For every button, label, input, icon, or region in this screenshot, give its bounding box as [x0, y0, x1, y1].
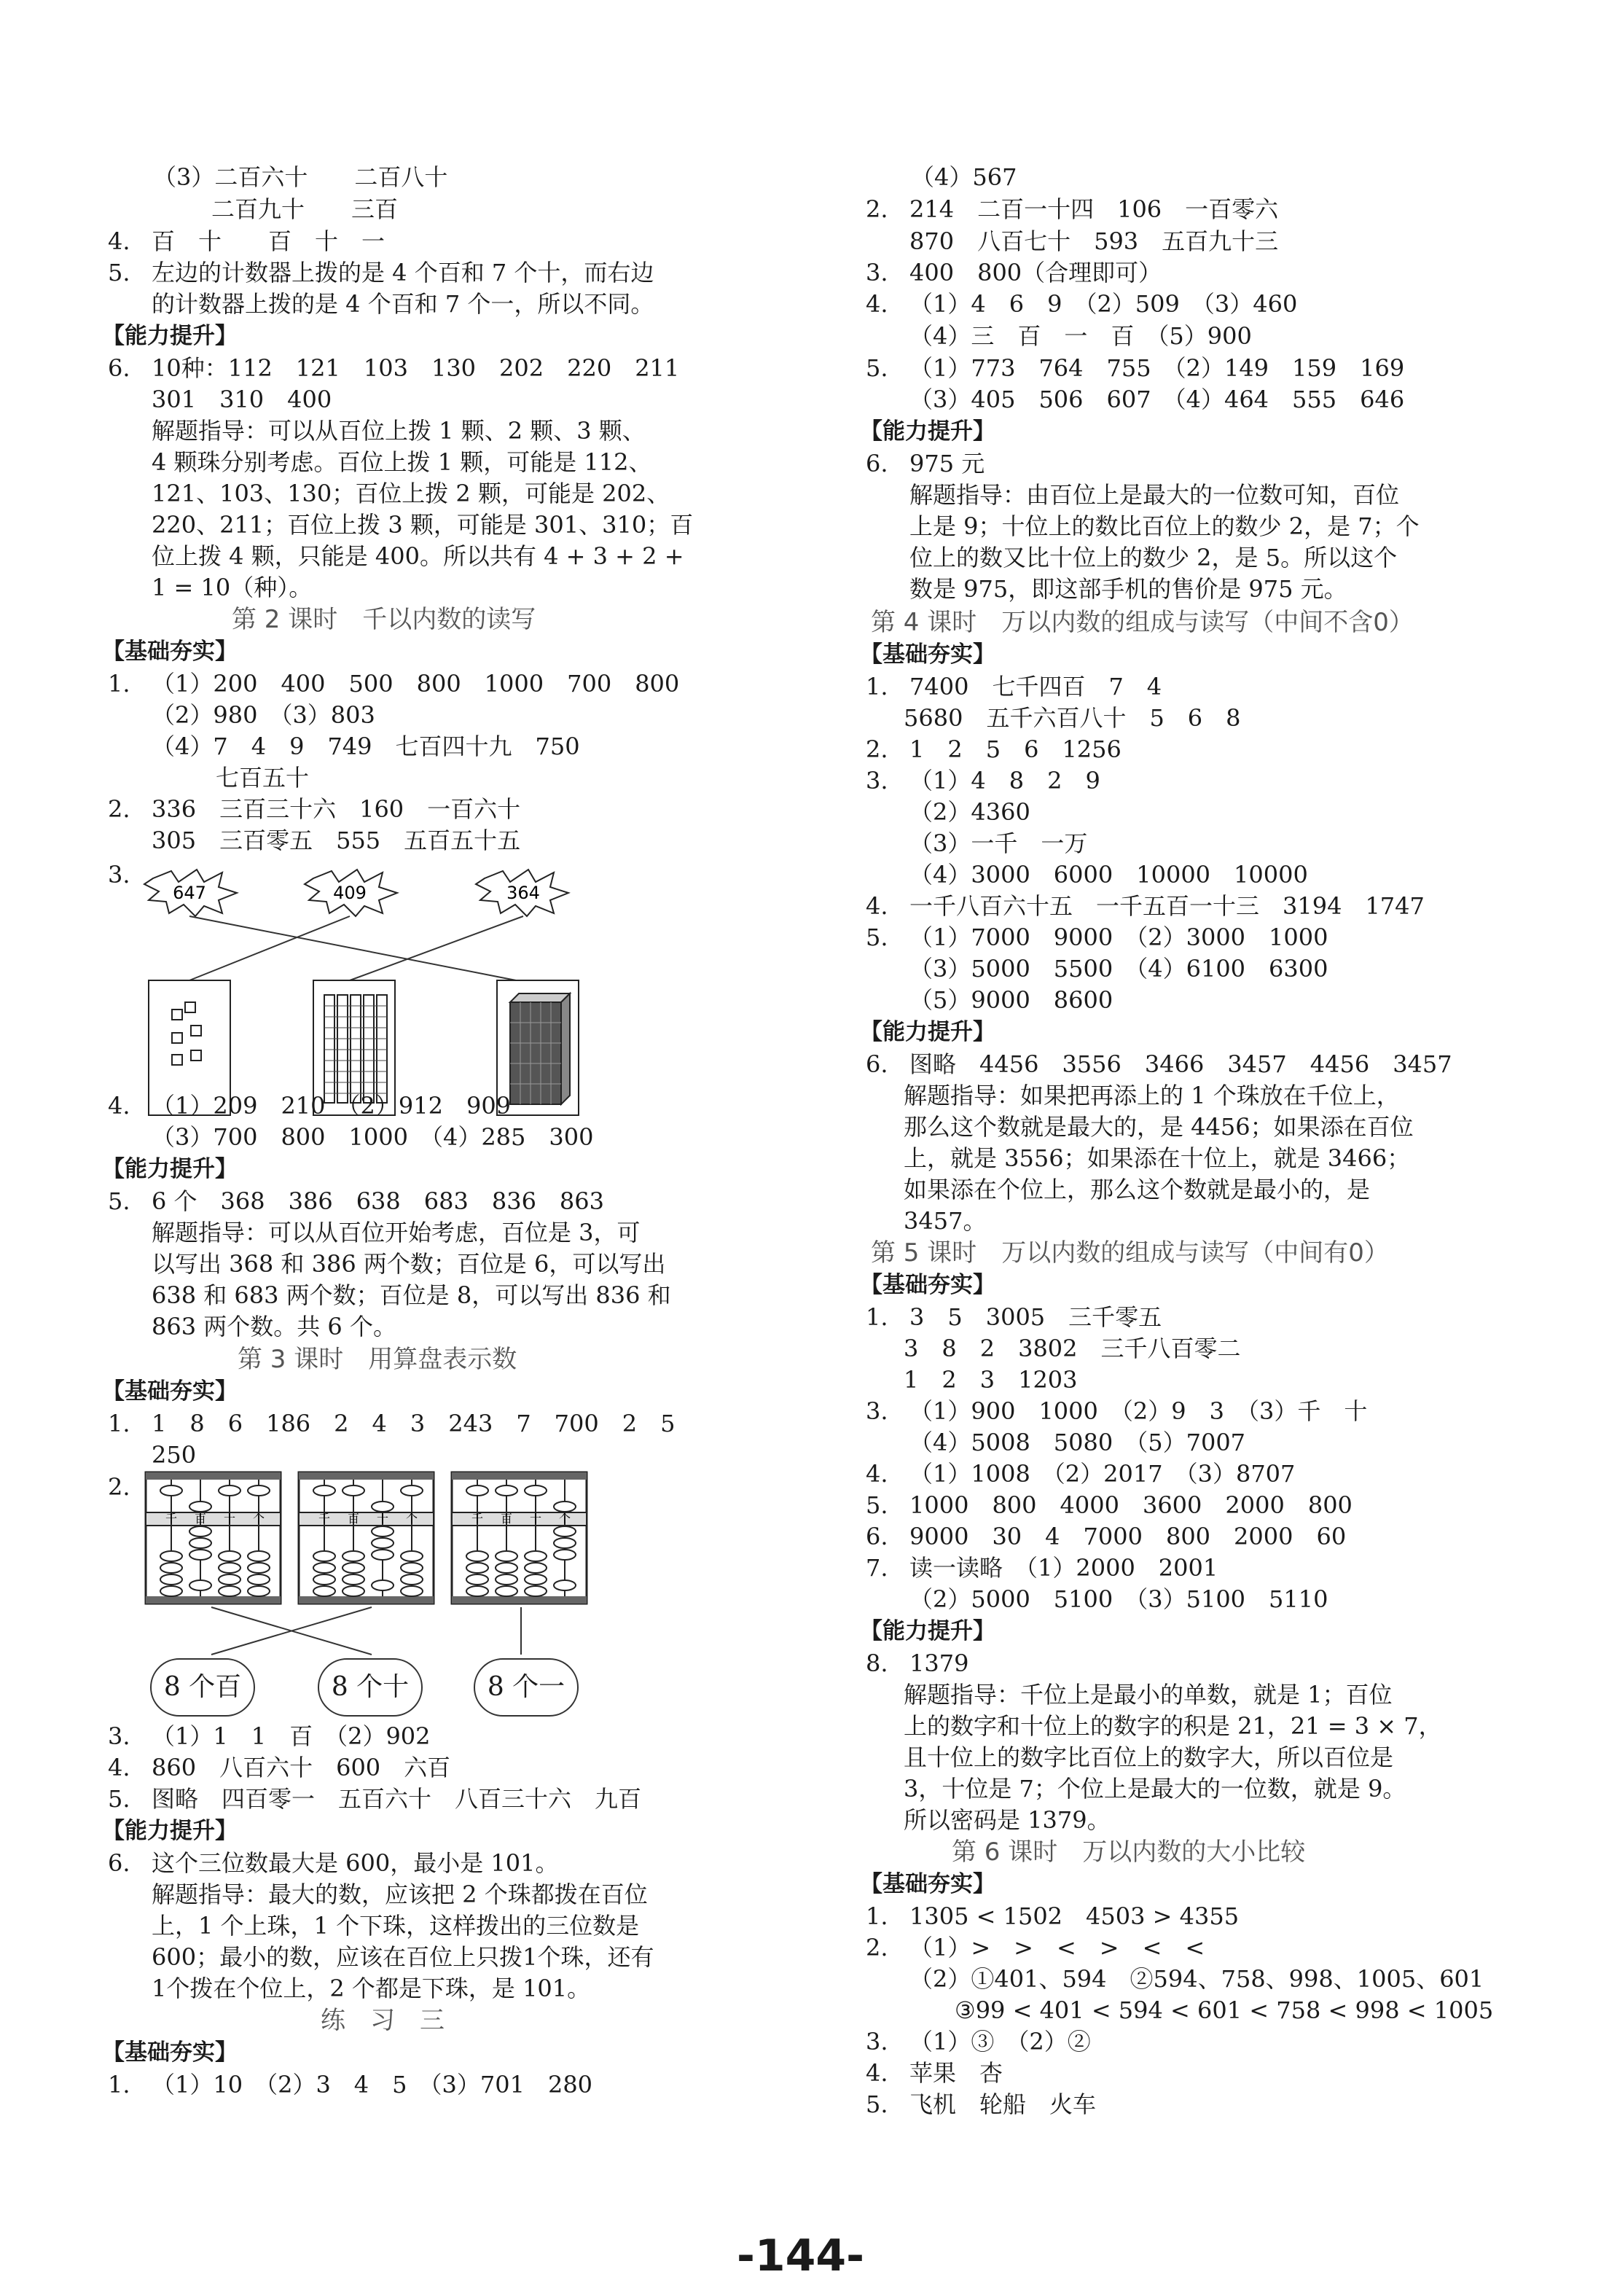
item-number: 4. — [866, 2059, 888, 2087]
text-line: （4）567 — [911, 163, 1017, 191]
text-line — [108, 227, 385, 256]
answer-text: 9000 30 4 7000 800 2000 60 — [909, 1523, 1347, 1550]
text-line — [866, 449, 985, 478]
text-line — [108, 794, 520, 824]
answer-text: （1）773 764 755 （2）149 159 169 — [909, 354, 1405, 382]
item-number: 5. — [866, 2090, 888, 2118]
text-line: 二百九十 三百 — [211, 195, 399, 223]
text-line — [866, 195, 1278, 224]
text-line — [108, 258, 654, 287]
text-line: 3，十位是 7；个位上是最大的一位数，就是 9。 — [904, 1775, 1406, 1803]
text-line: 解题指导：最大的数，应该把 2 个珠都拨在百位 — [152, 1881, 648, 1908]
item-number: 3. — [866, 1397, 888, 1425]
text-line — [108, 2070, 592, 2099]
text-line — [108, 669, 679, 698]
text-line — [866, 923, 1328, 952]
text-line — [866, 766, 1100, 795]
answer-text: （1）209 210 （2）912 909 — [152, 1092, 512, 1120]
answer-text: （1）1 1 百 （2）902 — [152, 1722, 431, 1750]
text-line — [108, 354, 679, 383]
section-heading: 【能力提升】 — [102, 1156, 238, 1182]
item-number: 4. — [108, 1092, 130, 1120]
abacus-label: 个 — [558, 1512, 571, 1526]
abacus-label: 百 — [347, 1512, 360, 1526]
item-number: 6. — [108, 1849, 130, 1877]
text-line: 1个拨在个位上，2 个都是下珠，是 101。 — [152, 1975, 591, 2002]
abacus-label: 千 — [318, 1512, 331, 1526]
item-number: 4. — [108, 1754, 130, 1781]
abacus-label: 十 — [223, 1512, 236, 1526]
item-number: 3. — [108, 1722, 130, 1750]
answer-text: 左边的计数器上拨的是 4 个百和 7 个十，而右边 — [152, 259, 654, 286]
item-number: 4. — [866, 892, 888, 920]
text-line: 数是 975，即这部手机的售价是 975 元。 — [909, 575, 1347, 603]
text-line: 5680 五千六百八十 5 6 8 — [904, 704, 1241, 732]
answer-text: 1379 — [909, 1649, 969, 1677]
text-line: （3）700 800 1000 （4）285 300 — [152, 1123, 594, 1151]
text-line: 250 — [152, 1441, 197, 1469]
text-line: （5）9000 8600 — [909, 986, 1113, 1014]
match-line — [189, 916, 516, 980]
answer-text: 214 二百一十四 106 一百零六 — [909, 195, 1279, 223]
text-line — [866, 258, 1162, 287]
answer-text: 图略 4456 3556 3466 3457 4456 3457 — [909, 1050, 1452, 1078]
text-line — [866, 2058, 1003, 2088]
text-line: 3457。 — [904, 1207, 987, 1235]
answer-text: 10种：112 121 103 130 202 220 211 — [152, 354, 680, 382]
text-line: 解题指导：由百位上是最大的一位数可知，百位 — [909, 481, 1400, 509]
match-line — [350, 916, 523, 980]
text-line: （4）三 百 一 百 （5）900 — [909, 322, 1252, 350]
answer-text: 3 5 3005 三千零五 — [909, 1303, 1162, 1331]
section-heading: 【基础夯实】 — [860, 1871, 995, 1897]
text-line: ③99 < 401 < 594 < 601 < 758 < 998 < 1005 — [955, 1996, 1494, 2024]
answer-text: 苹果 杏 — [909, 2059, 1003, 2087]
text-line — [866, 1303, 1162, 1332]
text-line: 以写出 368 和 386 两个数；百位是 6，可以写出 — [152, 1250, 666, 1278]
text-line: 638 和 683 两个数；百位是 8，可以写出 836 和 — [152, 1281, 671, 1309]
text-line: 121、103、130；百位上拨 2 颗，可能是 202、 — [152, 480, 670, 507]
answer-text: 图略 四百零一 五百六十 八百三十六 九百 — [152, 1785, 642, 1813]
answer-text: 1 2 5 6 1256 — [909, 735, 1122, 763]
answer-text: （1）1008 （2）2017 （3）8707 — [909, 1460, 1296, 1488]
section-heading: 【能力提升】 — [860, 418, 995, 445]
item-number: 5. — [108, 1785, 130, 1813]
item-number: 3. — [108, 861, 130, 889]
text-line — [866, 735, 1122, 764]
answer-text: （1）200 400 500 800 1000 700 800 — [152, 670, 680, 698]
answer-text: （1）③ （2）② — [909, 2028, 1091, 2055]
item-number: 1. — [866, 1303, 888, 1331]
text-line: （3）5000 5500 （4）6100 6300 — [909, 955, 1328, 983]
text-line: 4 颗珠分别考虑。百位上拨 1 颗，可能是 112、 — [152, 448, 652, 476]
item-number: 2. — [108, 795, 130, 823]
answer-text: 6 个 368 386 638 683 836 863 — [152, 1187, 605, 1215]
text-line: 上的数字和十位上的数字的积是 21，21 = 3 × 7， — [904, 1712, 1442, 1740]
answer-text: 读一读略 （1）2000 2001 — [909, 1554, 1218, 1582]
text-line — [108, 1784, 641, 1813]
section-heading: 【基础夯实】 — [102, 1378, 238, 1405]
text-line: 位上拨 4 颗，只能是 400。所以共有 4 + 3 + 2 + — [152, 542, 684, 570]
section-heading: 【能力提升】 — [860, 1618, 995, 1644]
lesson-title: 第 4 课时 万以内数的组成与读写（中间不含0） — [871, 608, 1414, 637]
answer-text: （1）4 6 9 （2）509 （3）460 — [909, 290, 1298, 318]
text-line — [108, 1753, 450, 1782]
item-number: 3. — [866, 2028, 888, 2055]
text-line — [866, 1050, 1452, 1079]
item-number: 3. — [866, 259, 888, 286]
text-line: 上，1 个上珠，1 个下珠，这样拨出的三位数是 — [152, 1912, 640, 1940]
text-line: 301 310 400 — [152, 386, 332, 413]
abacus-label: 百 — [194, 1512, 207, 1526]
text-line: 305 三百零五 555 五百五十五 — [152, 827, 521, 854]
abacus-label: 十 — [376, 1512, 389, 1526]
item-number: 4. — [866, 1460, 888, 1488]
text-line: （2）①401、594 ②594、758、998、1005、601 — [909, 1965, 1484, 1993]
text-line: 解题指导：可以从百位开始考虑，百位是 3，可 — [152, 1219, 641, 1246]
text-line — [866, 1649, 968, 1678]
item-number: 1. — [866, 1902, 888, 1930]
item-number: 6. — [866, 1523, 888, 1550]
text-line — [866, 1491, 1353, 1520]
text-line: 上，就是 3556；如果添在十位上，就是 3466； — [904, 1144, 1411, 1172]
text-line: 如果添在个位上，那么这个数就是最小的，是 — [904, 1176, 1371, 1203]
text-line — [108, 1848, 559, 1878]
section-heading: 【基础夯实】 — [102, 2039, 238, 2066]
text-line: 解题指导：如果把再添上的 1 个珠放在千位上， — [904, 1082, 1400, 1109]
text-line: 600；最小的数，应该在百位上只拨1个珠，还有 — [152, 1943, 654, 1971]
text-line — [866, 2027, 1091, 2056]
answer-text: 飞机 轮船 火车 — [909, 2090, 1097, 2118]
section-heading: 【能力提升】 — [860, 1019, 995, 1045]
item-number: 8. — [866, 1649, 888, 1677]
answer-text: 7400 七千四百 7 4 — [909, 673, 1162, 700]
text-line: （4）3000 6000 10000 10000 — [909, 861, 1308, 889]
text-line: （2）980 （3）803 — [152, 701, 375, 729]
text-line: 位上的数又比十位上的数少 2，是 5。所以这个 — [909, 544, 1398, 571]
text-line: （2）4360 — [909, 798, 1030, 826]
text-line: 3 8 2 3802 三千八百零二 — [904, 1335, 1241, 1362]
abacus-label: 千 — [471, 1512, 484, 1526]
text-line: 220、211；百位上拨 3 颗，可能是 301、310；百 — [152, 511, 694, 539]
text-line — [866, 1933, 1205, 1962]
answer-text: 400 800（合理即可） — [909, 259, 1162, 286]
text-line: 的计数器上拨的是 4 个百和 7 个一，所以不同。 — [152, 290, 654, 318]
item-number: 6. — [866, 1050, 888, 1078]
answer-text: （1）7000 9000 （2）3000 1000 — [909, 924, 1328, 951]
text-line: （3）二百六十 二百八十 — [153, 163, 448, 191]
answer-text: 860 八百六十 600 六百 — [152, 1754, 451, 1781]
answer-tag: 8 个百 — [150, 1658, 255, 1717]
abacus-2 — [299, 1472, 434, 1604]
answer-text: （1）900 1000 （2）9 3 （3）千 十 — [909, 1397, 1368, 1425]
abacus-label: 千 — [165, 1512, 178, 1526]
abacus-1 — [146, 1472, 281, 1604]
text-line — [108, 1187, 604, 1216]
text-line: 上是 9；十位上的数比百位上的数少 2，是 7；个 — [909, 512, 1420, 540]
text-line — [866, 672, 1162, 701]
text-line — [866, 1522, 1346, 1551]
text-line — [866, 1459, 1295, 1488]
item-number: 7. — [866, 1554, 888, 1582]
text-line: 870 八百七十 593 五百九十三 — [909, 227, 1279, 255]
answer-text: 这个三位数最大是 600，最小是 101。 — [152, 1849, 559, 1877]
item-number: 1. — [866, 673, 888, 700]
item-number: 5. — [866, 1491, 888, 1519]
item-number: 3. — [866, 767, 888, 794]
item-number: 5. — [108, 259, 130, 286]
hundred-flats — [510, 993, 570, 1104]
item-number: 1. — [108, 670, 130, 698]
item-number: 2. — [866, 195, 888, 223]
text-line — [866, 2090, 1096, 2119]
item-number: 5. — [866, 924, 888, 951]
item-number: 1. — [108, 1410, 130, 1437]
answer-tag: 8 个十 — [318, 1658, 423, 1717]
text-line — [866, 1902, 1239, 1931]
match-line — [189, 916, 350, 980]
item-number: 2. — [108, 1473, 130, 1501]
text-line: 那么这个数就是最大的，是 4456；如果添在百位 — [904, 1113, 1414, 1141]
text-line — [108, 1409, 675, 1438]
lesson-title: 第 3 课时 用算盘表示数 — [238, 1345, 517, 1374]
text-line — [866, 891, 1425, 921]
text-line: 解题指导：可以从百位上拨 1 颗、2 颗、3 颗、 — [152, 417, 646, 445]
answer-tag: 8 个一 — [474, 1658, 579, 1717]
abacus-label: 十 — [529, 1512, 542, 1526]
text-line — [866, 1553, 1218, 1582]
text-line — [108, 1091, 511, 1120]
text-line: 1 2 3 1203 — [904, 1366, 1078, 1394]
ten-rods — [324, 995, 387, 1103]
text-line — [866, 289, 1297, 319]
text-line: 863 两个数。共 6 个。 — [152, 1313, 396, 1340]
section-heading: 【能力提升】 — [102, 323, 238, 349]
abacus-label: 个 — [252, 1512, 265, 1526]
item-number: 6. — [866, 450, 888, 477]
answer-text: 百 十 百 十 一 — [152, 227, 385, 255]
abacus-label: 百 — [500, 1512, 513, 1526]
answer-text: 1000 800 4000 3600 2000 800 — [909, 1491, 1353, 1519]
text-line: （4）7 4 9 749 七百四十九 750 — [152, 733, 580, 760]
item-number: 6. — [108, 354, 130, 382]
answer-text: （1）10 （2）3 4 5 （3）701 280 — [152, 2071, 593, 2098]
lesson-title: 第 5 课时 万以内数的组成与读写（中间有0） — [871, 1238, 1389, 1268]
text-line: 且十位上的数字比百位上的数字大，所以百位是 — [904, 1744, 1394, 1771]
burst-number: 647 — [173, 883, 206, 903]
text-line: （3）405 506 607 （4）464 555 646 — [909, 386, 1405, 413]
page-number: -144- — [736, 2230, 865, 2281]
text-line: （4）5008 5080 （5）7007 — [909, 1429, 1246, 1456]
item-number: 1. — [108, 2071, 130, 2098]
answer-text: 1305 < 1502 4503 > 4355 — [909, 1902, 1240, 1930]
item-number: 2. — [866, 1934, 888, 1961]
section-heading: 【基础夯实】 — [102, 639, 238, 665]
item-number: 5. — [866, 354, 888, 382]
answer-text: 1 8 6 186 2 4 3 243 7 700 2 5 — [152, 1410, 676, 1437]
burst-number: 409 — [333, 883, 367, 903]
lesson-title: 第 6 课时 万以内数的大小比较 — [952, 1838, 1306, 1867]
text-line: （3）一千 一万 — [909, 829, 1088, 857]
item-number: 4. — [866, 290, 888, 318]
section-heading: 【基础夯实】 — [860, 641, 995, 668]
text-line — [108, 1722, 431, 1751]
lesson-title: 第 2 课时 千以内数的读写 — [232, 605, 536, 634]
lesson-title: 练 习 三 — [321, 2006, 445, 2035]
text-line: 所以密码是 1379。 — [904, 1806, 1111, 1834]
answer-text: 336 三百三十六 160 一百六十 — [152, 795, 521, 823]
answer-text: 一千八百六十五 一千五百一十三 3194 1747 — [909, 892, 1425, 920]
abacus-3 — [452, 1472, 587, 1604]
section-heading: 【能力提升】 — [102, 1818, 238, 1844]
item-number: 2. — [866, 735, 888, 763]
answer-text: （1）> > < > < < — [909, 1934, 1205, 1961]
text-line — [866, 1397, 1367, 1426]
item-number: 4. — [108, 227, 130, 255]
text-line: （2）5000 5100 （3）5100 5110 — [909, 1585, 1328, 1613]
text-line: 1 = 10（种）。 — [152, 574, 313, 601]
burst-number: 364 — [506, 883, 540, 903]
text-line: 解题指导：千位上是最小的单数，就是 1；百位 — [904, 1681, 1393, 1709]
abacus-label: 个 — [405, 1512, 418, 1526]
text-line: 七百五十 — [216, 764, 310, 792]
section-heading: 【基础夯实】 — [860, 1272, 995, 1298]
text-line — [866, 354, 1404, 383]
answer-text: 975 元 — [909, 450, 985, 477]
item-number: 5. — [108, 1187, 130, 1215]
answer-text: （1）4 8 2 9 — [909, 767, 1100, 794]
